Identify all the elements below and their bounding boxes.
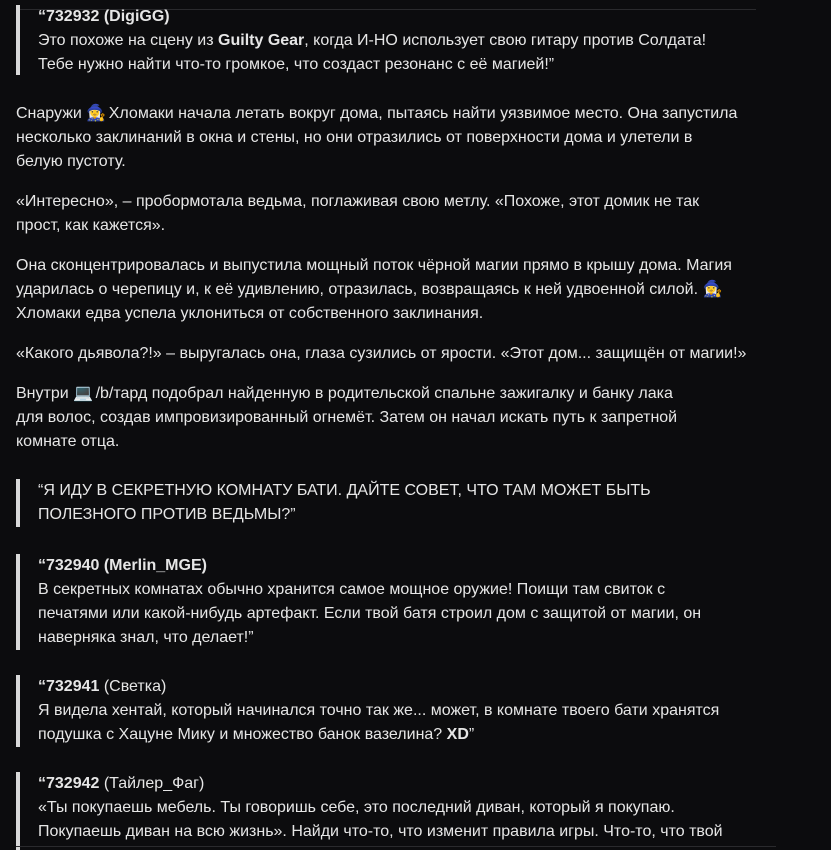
story-paragraph-interesting: «Интересно», – пробормотала ведьма, поглаживая свою метлу. «Похоже, этот домик не так прост, как кажется».: [16, 193, 700, 234]
reply-quote-732941: “732941 (Светка) Я видела хентай, который начинался точно так же... может, в комнате твоего бати хранятся подушка с Хацуне Мику и множество банок вазелина? XD”: [16, 675, 719, 747]
reply-text-line: Тебе нужно найти что-то громкое, что создаст резонанс с её магией!”: [38, 56, 555, 73]
reply-quote-732932: [16, 5, 706, 75]
witch-emoji-icon: 🧙‍♀️: [86, 105, 107, 122]
reply-header: “732942 (Тайлер_Фаг): [38, 775, 205, 792]
reply-text-line: Это похоже на сцену из Guilty Gear, когда И-НО использует свою гитару против Солдата!: [38, 32, 707, 49]
witch-emoji-icon: 🧙‍♀️: [702, 281, 723, 298]
story-paragraph-devil: «Какого дьявола?!» – выругалась она, глаза сузились от ярости. «Этот дом... защищён от магии!»: [16, 345, 747, 362]
reply-header: “732941 (Светка): [38, 678, 167, 695]
story-paragraph-inside: Внутри 💻 /b/тард подобрал найденную в родительской спальне зажигалку и банку лака для волос, создав импровизированный огнемёт. Затем он начал искать путь к запретной комнате отца.: [16, 382, 677, 454]
reply-header: “732932 (DigiGG): [38, 8, 170, 25]
story-paragraph-outside: Снаружи 🧙‍♀️ Хломаки начала летать вокруг дома, пытаясь найти уязвимое место. Она запустила несколько заклинаний в окна и стены, но они отразились от поверхности дома и улетели в белую пустоту.: [16, 102, 737, 174]
user-action-quote: “Я ИДУ В СЕКРЕТНУЮ КОМНАТУ БАТИ. ДАЙТЕ СОВЕТ, ЧТО ТАМ МОЖЕТ БЫТЬ ПОЛЕЗНОГО ПРОТИВ ВЕДЬМЫ?”: [16, 479, 651, 527]
reply-header: “732940 (Merlin_MGE): [38, 557, 207, 574]
laptop-emoji-icon: 💻: [73, 385, 94, 402]
story-paragraph-magic: Она сконцентрировалась и выпустила мощный поток чёрной магии прямо в крышу дома. Магия ударилась о черепицу и, к её удивлению, отразилась, возвращаясь к ней удвоенной силой. 🧙‍♀️ Хломаки едва успела уклониться от собственного заклинания.: [16, 257, 732, 322]
reply-quote-732942: “732942 (Тайлер_Фаг) «Ты покупаешь мебель. Ты говоришь себе, это последний диван, который я покупаю. Покупаешь диван на всю жизнь». Найди что-то, что изменит правила игры. Что-то, что твой: [16, 772, 723, 850]
reply-quote-732940: “732940 (Merlin_MGE) В секретных комнатах обычно хранится самое мощное оружие! Поищи там свиток с печатями или какой-нибудь артефакт. Если твой батя строил дом с защитой от магии, он наверняка знал, что делает!”: [16, 554, 701, 650]
bottom-divider: [16, 846, 776, 847]
